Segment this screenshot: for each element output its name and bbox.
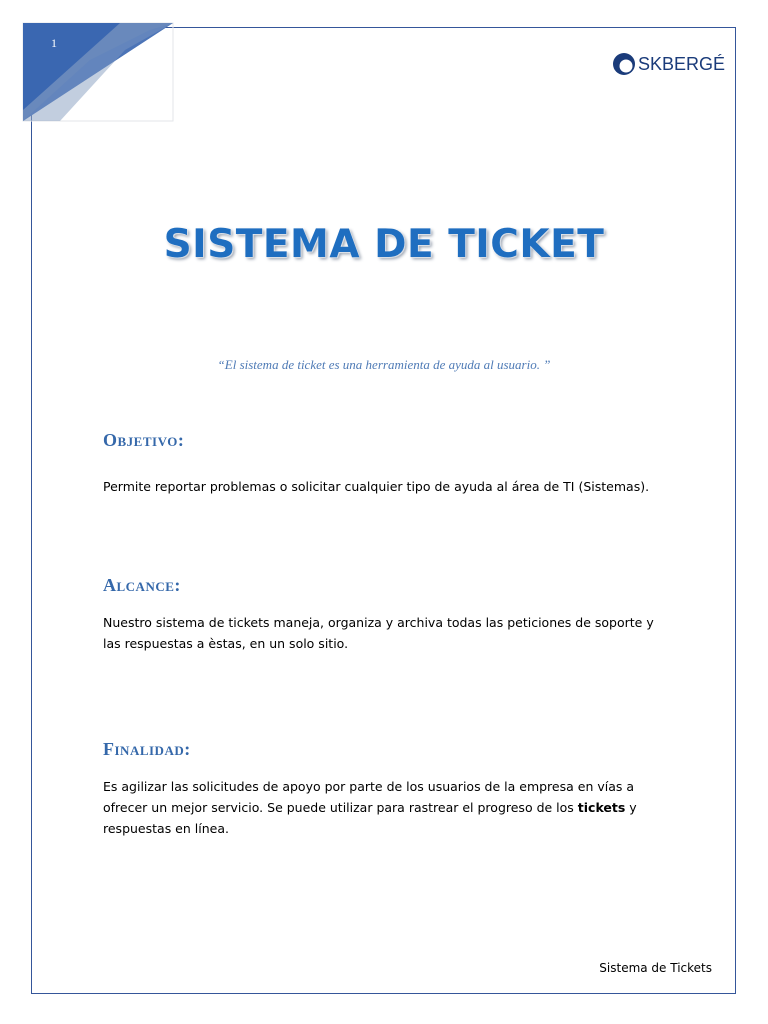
company-logo (612, 52, 725, 76)
circle-mark-icon (612, 52, 636, 76)
finalidad-text-end: y respuestas en línea. (103, 800, 637, 836)
section-body-finalidad (103, 776, 663, 839)
corner-decoration (0, 0, 180, 125)
document-title: SISTEMA DE TICKET (163, 222, 605, 267)
quote: “El sistema de ticket es una herramienta de ayuda al usuario. ” (217, 357, 551, 372)
section-body-objetivo: Permite reportar problemas o solicitar cualquier tipo de ayuda al área de TI (Sistemas). (103, 479, 650, 494)
page-number: 1 (51, 36, 57, 50)
section-heading-alcance: Alcance: (103, 575, 181, 595)
logo-text: SKBERGÉ (638, 54, 726, 74)
section-body-alcance: Nuestro sistema de tickets maneja, organiza y archiva todas las peticiones de soporte y las respuestas a èstas, en un solo sitio. (103, 615, 654, 651)
finalidad-text-start: Es agilizar las solicitudes de apoyo por parte de los usuarios de la empresa en vías a ofrecer un mejor servicio. Se puede utilizar para rastrear el progreso de los (103, 779, 635, 815)
finalidad-text-bold: tickets (577, 800, 626, 815)
page-border (31, 27, 736, 994)
section-heading-objetivo: Objetivo: (103, 430, 185, 450)
footer-text: Sistema de Tickets (599, 961, 712, 975)
section-heading-finalidad: Finalidad: (103, 739, 191, 759)
